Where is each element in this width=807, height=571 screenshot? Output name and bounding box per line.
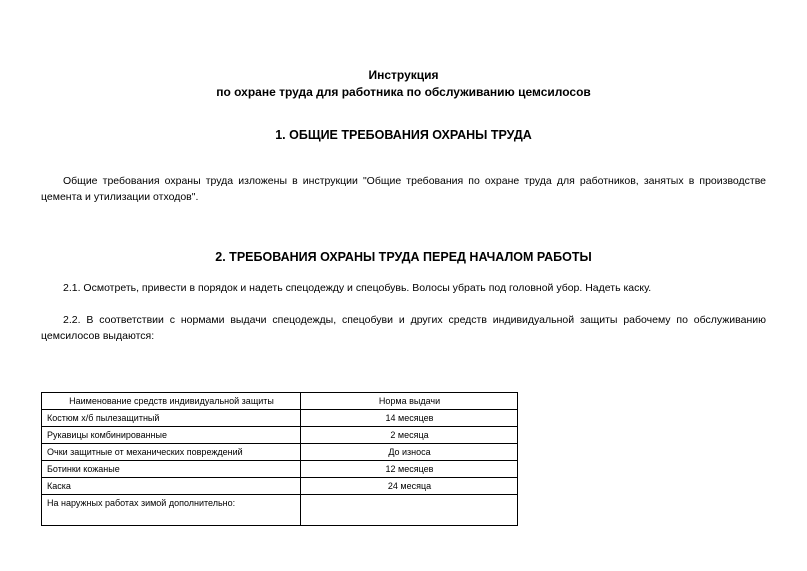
section-1-heading: 1. ОБЩИЕ ТРЕБОВАНИЯ ОХРАНЫ ТРУДА [275, 128, 532, 142]
table-row [42, 478, 518, 495]
ppe-item-cell: Каска [42, 478, 301, 495]
table-row [42, 444, 518, 461]
ppe-norm-cell: 24 месяца [301, 478, 518, 495]
document-title: Инструкция [368, 68, 439, 82]
ppe-item-cell: Очки защитные от механических повреждений [42, 444, 301, 461]
section-2-item-2-1: 2.1. Осмотреть, привести в порядок и надеть спецодежду и спецобувь. Волосы убрать под головной убор. Надеть каску. [63, 282, 652, 294]
document-subtitle: по охране труда для работника по обслуживанию цемсилосов [216, 85, 591, 99]
section-2-heading: 2. ТРЕБОВАНИЯ ОХРАНЫ ТРУДА ПЕРЕД НАЧАЛОМ РАБОТЫ [215, 250, 592, 264]
ppe-item-cell: Рукавицы комбинированные [42, 427, 301, 444]
ppe-item-cell: Костюм х/б пылезащитный [42, 410, 301, 427]
column-header-norm: Норма выдачи [301, 393, 518, 410]
ppe-norm-cell [301, 495, 518, 526]
column-header-item: Наименование средств индивидуальной защиты [42, 393, 301, 410]
ppe-norms-table [41, 392, 518, 526]
ppe-item-cell: Ботинки кожаные [42, 461, 301, 478]
ppe-item-cell: На наружных работах зимой дополнительно: [42, 495, 301, 526]
table-header-row [42, 393, 518, 410]
table-row [42, 461, 518, 478]
section-2-item-2-2: 2.2. В соответствии с нормами выдачи спецодежды, спецобуви и других средств индивидуальной защиты рабочему по обслуживанию цемсилосов выдаются: [41, 314, 766, 342]
table-row [42, 427, 518, 444]
section-1-paragraph: Общие требования охраны труда изложены в инструкции "Общие требования по охране труда для работников, занятых в производстве цемента и утилизации отходов". [41, 175, 766, 203]
ppe-norm-cell: До износа [301, 444, 518, 461]
table-row [42, 495, 518, 526]
table-row [42, 410, 518, 427]
ppe-norm-cell: 2 месяца [301, 427, 518, 444]
ppe-norm-cell: 14 месяцев [301, 410, 518, 427]
ppe-norm-cell: 12 месяцев [301, 461, 518, 478]
